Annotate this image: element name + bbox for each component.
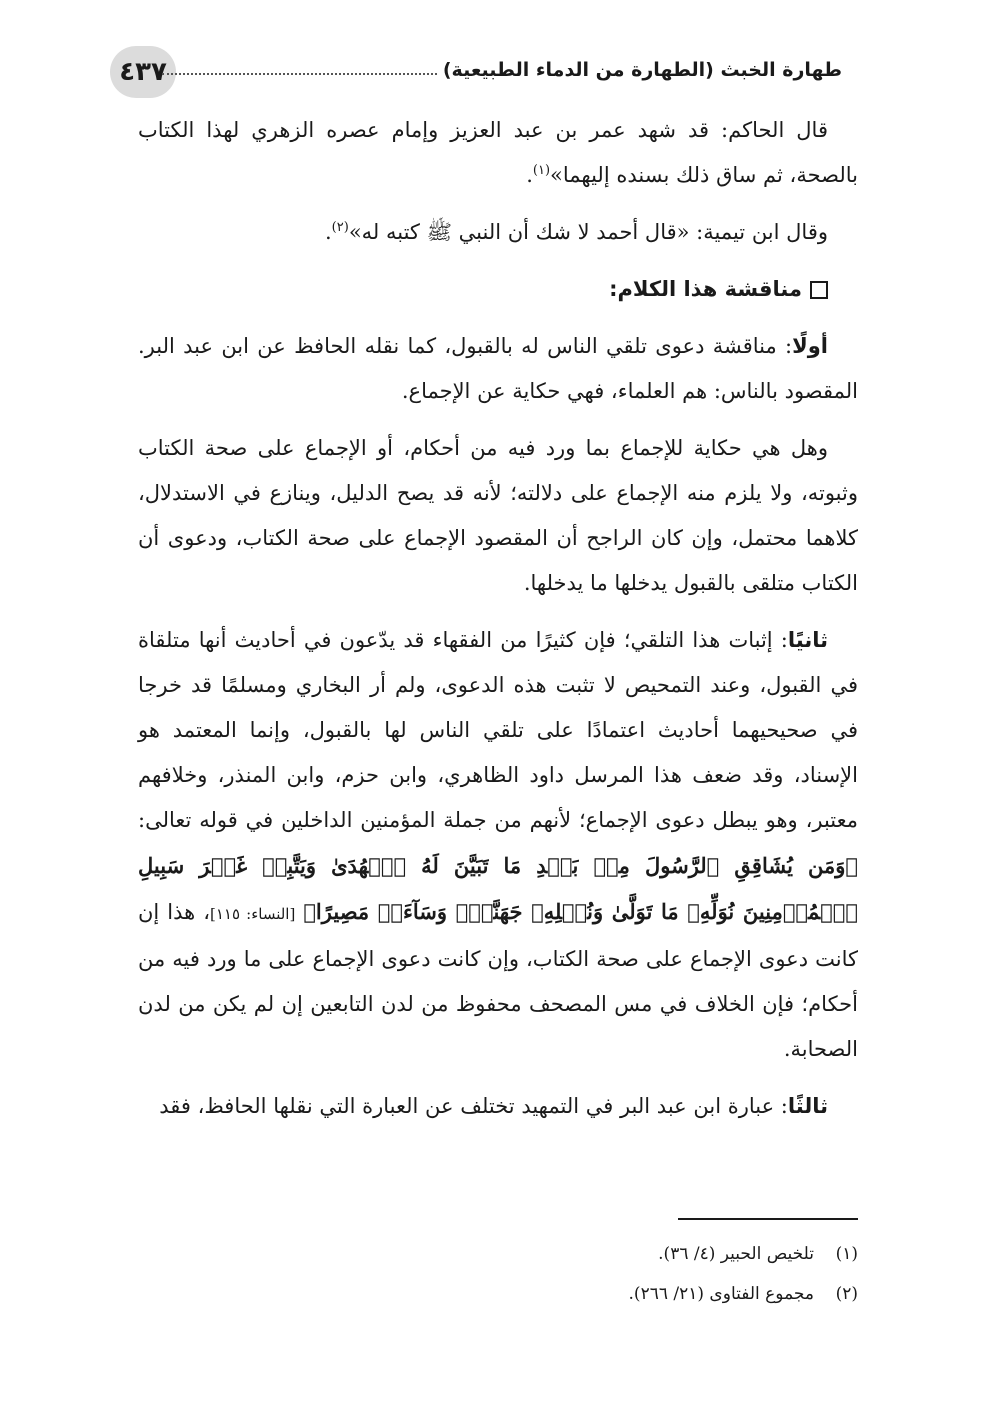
point-lead-second: ثانيًا bbox=[787, 628, 828, 652]
footnote-item: (١)تلخيص الحبير (٤/ ٣٦). bbox=[658, 1244, 858, 1264]
point-lead-third: ثالثًا bbox=[787, 1094, 828, 1118]
paragraph-ibn-taymiyya: وقال ابن تيمية: «قال أحمد لا شك أن النبي ﷺ كتبه له»$^{(٢)}$. bbox=[324, 220, 828, 244]
point-lead-first: أولًا bbox=[792, 334, 828, 358]
footnote-separator bbox=[678, 1218, 858, 1220]
section-heading: مناقشة هذا الكلام: bbox=[138, 267, 858, 312]
footnote-ref-2: (٢) bbox=[331, 220, 349, 235]
page-body bbox=[138, 108, 858, 1141]
paragraph-consensus: وهل هي حكاية للإجماع بما ورد فيه من أحكام، أو الإجماع على صحة الكتاب وثبوته، ولا يلزم منه الإجماع على دلالته؛ لأنه قد يصح الدليل، وينازع في الاستدلال، كلاهما محتمل، وإن كان الراجح أن المقصود الإجماع على صحة الكتاب، ودعوى أن الكتاب متلقى بالقبول يدخلها ما يدخلها. bbox=[138, 436, 858, 595]
header-dotted-leader bbox=[162, 73, 437, 75]
footnote-item: (٢)مجموع الفتاوى (٢١/ ٢٦٦). bbox=[628, 1284, 858, 1304]
footnote-ref-1: (١) bbox=[532, 163, 551, 178]
page-number: ٤٣٧ bbox=[110, 46, 176, 98]
quran-verse: ﴿وَمَن يُشَاقِقِ ٱلرَّسُولَ مِنۢ بَعۡدِ مَا تَبَيَّنَ لَهُ ٱلۡهُدَىٰ وَيَتَّبِعۡ غَيۡرَ سَبِيلِ ٱلۡمُؤۡمِنِينَ نُوَلِّهِۦ مَا تَوَلَّىٰ وَنُصۡلِهِۦ جَهَنَّمَۖ وَسَآءَتۡ مَصِيرًا﴾ bbox=[138, 853, 858, 924]
paragraph-second-point: ثانيًا: إثبات هذا التلقي؛ فإن كثيرًا من الفقهاء قد يدّعون في أحاديث أنها متلقاة في القبول، وعند التمحيص لا تثبت هذه الدعوى، ولم أر البخاري ومسلمًا قد خرجا في صحيحيهما أحاديث اعتمادًا على تلقي الناس لها بالقبول، وإنما المعتمد هو الإسناد، وقد ضعف هذا المرسل داود الظاهري، وابن حزم، وابن المنذر، وخلافهم معتبر، وهو يبطل دعوى الإجماع؛ لأنهم من جملة المؤمنين الداخلين في قوله تعالى: ﴿وَمَن يُشَاقِقِ ٱلرَّسُولَ مِنۢ بَعۡدِ مَا تَبَيَّنَ لَهُ ٱلۡهُدَىٰ وَيَتَّبِعۡ غَيۡرَ سَبِيلِ ٱلۡمُؤۡمِنِينَ نُوَلِّهِۦ مَا تَوَلَّىٰ وَنُصۡلِهِۦ جَهَنَّمَۖ وَسَآءَتۡ مَصِيرًا﴾ [النساء: ١١٥]، هذا إن كانت دعوى الإجماع على صحة الكتاب، وإن كانت دعوى الإجماع على ما ورد فيه من أحكام؛ فإن الخلاف في مس المصحف محفوظ من لدن التابعين إن لم يكن من لدن الصحابة. bbox=[138, 628, 858, 1061]
verse-citation: [النساء: ١١٥] bbox=[210, 905, 296, 923]
footnotes bbox=[138, 1234, 858, 1314]
square-bullet-icon bbox=[810, 281, 828, 299]
paragraph-hakim: قال الحاكم: قد شهد عمر بن عبد العزيز وإمام عصره الزهري لهذا الكتاب بالصحة، ثم ساق ذلك بسنده إليهما»$^{(١)}$. bbox=[138, 118, 858, 187]
paragraph-third-point: ثالثًا: عبارة ابن عبد البر في التمهيد تختلف عن العبارة التي نقلها الحافظ، فقد bbox=[159, 1094, 828, 1118]
header-title: طهارة الخبث (الطهارة من الدماء الطبيعية) bbox=[442, 59, 842, 81]
paragraph-first-point: أولًا: مناقشة دعوى تلقي الناس له بالقبول، كما نقله الحافظ عن ابن عبد البر. المقصود بالناس: هم العلماء، فهي حكاية عن الإجماع. bbox=[138, 334, 858, 403]
running-header bbox=[162, 52, 842, 88]
